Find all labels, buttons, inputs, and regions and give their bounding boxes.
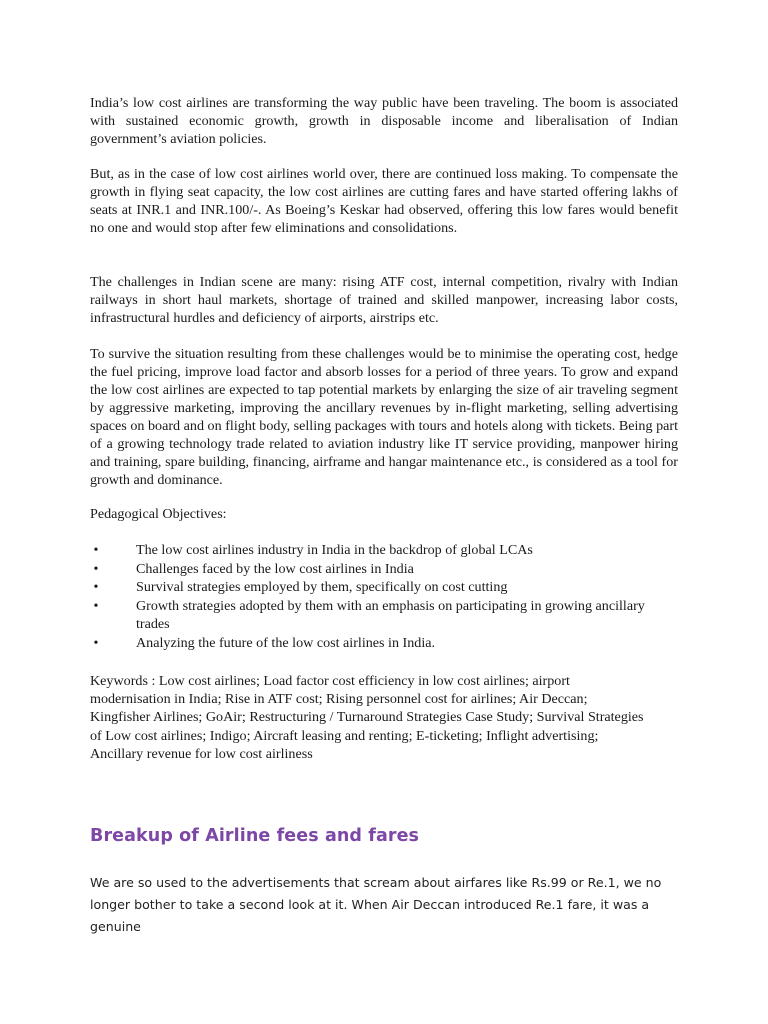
list-item: [90, 578, 678, 597]
bullet-icon: •: [93, 542, 99, 558]
list-item: [90, 541, 678, 560]
list-item: [90, 634, 678, 653]
bullet-icon: •: [93, 579, 99, 595]
airfare-paragraph: We are so used to the advertisements that scream about airfares like Rs.99 or Re.1, we no longer bother to take a second look at it. When Air Deccan introduced Re.1 fare, it was a genuine: [90, 875, 662, 934]
objective-text: Survival strategies employed by them, specifically on cost cutting: [136, 579, 508, 595]
list-item: [90, 560, 678, 579]
objective-text: The low cost airlines industry in India in the backdrop of global LCAs: [136, 542, 533, 558]
intro-paragraph: India’s low cost airlines are transforming the way public have been traveling. The boom is associated with sustained economic growth, growth in disposable income and liberalisation of Indian government’s aviation policies.: [90, 95, 678, 147]
objective-text: Growth strategies adopted by them with an emphasis on participating in growing ancillary trades: [136, 597, 645, 632]
objective-text: Challenges faced by the low cost airlines in India: [136, 560, 414, 577]
bullet-icon: •: [93, 634, 99, 651]
loss-paragraph: But, as in the case of low cost airlines world over, there are continued loss making. To compensate the growth in flying seat capacity, the low cost airlines are cutting fares and have started offering lakhs of seats at INR.1 and INR.100/-. As Boeing’s Keskar had observed, offering this low fares would benefit no one and would stop after few eliminations and consolidations.: [90, 166, 678, 236]
bullet-icon: •: [93, 560, 99, 577]
challenges-paragraph: The challenges in Indian scene are many: rising ATF cost, internal competition, rivalry with Indian railways in short haul markets, shortage of trained and skilled manpower, increasing labor costs, infrastructural hurdles and deficiency of airports, airstrips etc.: [90, 274, 678, 326]
list-item: [90, 597, 678, 634]
survival-paragraph: To survive the situation resulting from these challenges would be to minimise the operating cost, hedge the fuel pricing, improve load factor and absorb losses for a period of three years. To grow and expand the low cost airlines are expected to tap potential markets by enlarging the size of air traveling segment by aggressive marketing, improving the ancillary revenues by in-flight marketing, selling advertising spaces on board and on flight body, selling packages with tours and hotels along with tickets. Being part of a growing technology trade related to aviation industry like IT service providing, manpower hiring and training, spare building, financing, airframe and hangar maintenance etc., is considered as a tool for growth and dominance.: [90, 346, 678, 488]
section-heading: Breakup of Airline fees and fares: [90, 826, 420, 846]
bullet-icon: •: [93, 597, 99, 614]
pedagogical-objectives-title: Pedagogical Objectives:: [90, 506, 227, 522]
objectives-list: [90, 541, 678, 652]
objective-text: Analyzing the future of the low cost airlines in India.: [136, 634, 436, 651]
keywords-paragraph: Keywords : Low cost airlines; Load factor cost efficiency in low cost airlines; airport modernisation in India; Rise in ATF cost; Rising personnel cost for airlines; Air Deccan; Kingfisher Airlines; GoAir; Restructuring / Turnaround Strategies Case Study; Survival Strategies of Low cost airlines; Indigo; Aircraft leasing and renting; E-ticketing; Inflight advertising; Ancillary revenue for low cost airliness: [90, 673, 644, 762]
